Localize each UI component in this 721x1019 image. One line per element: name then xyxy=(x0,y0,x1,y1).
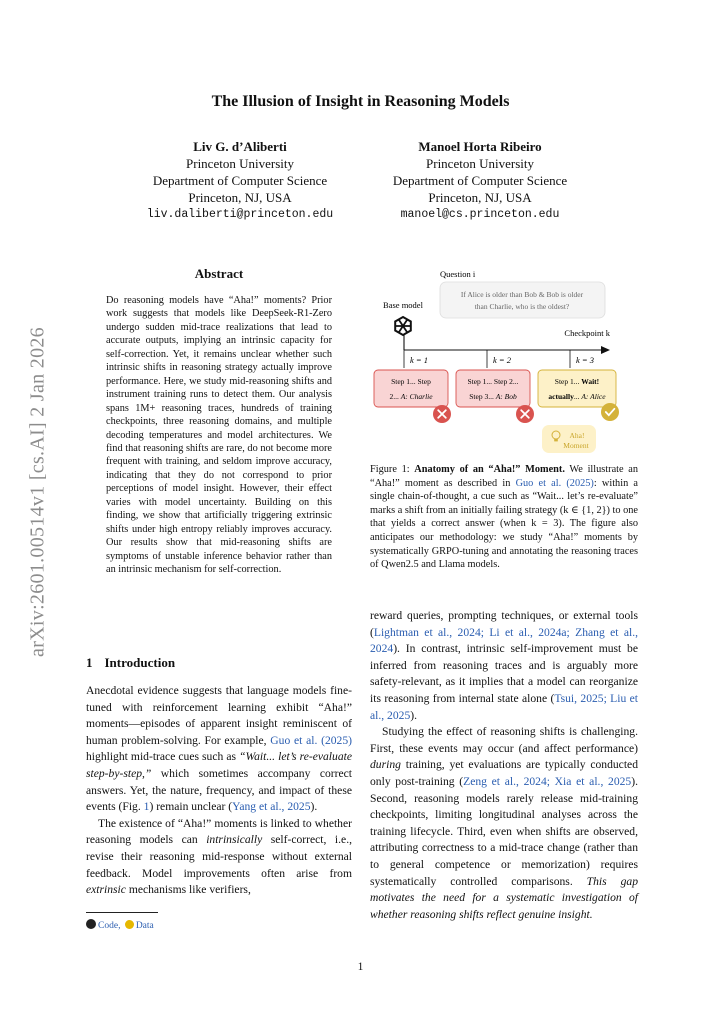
step-box-k2-line1: Step 1... Step 2... xyxy=(467,377,519,386)
paper-title: The Illusion of Insight in Reasoning Models xyxy=(211,93,510,110)
section-title: Introduction xyxy=(104,655,176,670)
tick-label: k = 3 xyxy=(576,355,595,365)
author-dept: Department of Computer Science xyxy=(392,173,568,188)
question-label: Question i xyxy=(440,269,476,279)
incorrect-x-icon xyxy=(516,405,534,423)
data-link[interactable]: Data xyxy=(135,921,154,931)
author-email[interactable]: manoel@cs.princeton.edu xyxy=(400,208,560,221)
correct-check-icon xyxy=(601,403,619,421)
intro-paragraph-2: The existence of “Aha!” moments is linked to whether reasoning models can intrinsically self-correct, i.e., revise their reasoning mid-response without external feedback. Model improvements often arise from extrinsic mechanisms like verifiers, xyxy=(86,816,352,897)
intro-paragraph-1: Anecdotal evidence suggests that language models fine-tuned with reinforcement learning exhibit “Aha!” moments—episodes of apparent insight reminiscent of human problem-solving. For example, Guo et al. (2025) highlight mid-trace cues such as “Wait... let’s re-evaluate step-by-step,” which sometimes accompany correct answers. Yet, the nature, frequency, and impact of these events (Fig. 1) remain unclear (Yang et al., 2025). xyxy=(86,684,352,814)
aha-text: Aha! xyxy=(569,431,585,440)
citation-link[interactable]: Yang et al., 2025 xyxy=(232,800,311,814)
citation-link[interactable]: Tsui, 2025; Liu et al., 2025 xyxy=(370,691,638,722)
author-location: Princeton, NJ, USA xyxy=(188,190,292,205)
step-box-k3-line1: Step 1... Wait! xyxy=(554,377,600,386)
right-paragraph-1: reward queries, prompting techniques, or external tools (Lightman et al., 2024; Li et al., 2024a; Zhang et al., 2024). In contrast, intrinsic self-improvement must be inferred from reasoning traces and is arguably more safety-relevant, as it implies that a model can reorganize its reasoning from internal state alone (Tsui, 2025; Liu et al., 2025). xyxy=(370,609,638,722)
incorrect-x-icon xyxy=(433,405,451,423)
arxiv-stamp-text: arXiv:2601.00514v1 [cs.AI] 2 Jan 2026 xyxy=(26,327,49,657)
figure-ref-link[interactable]: 1 xyxy=(143,800,150,814)
figure-caption: Figure 1: Anatomy of an “Aha!” Moment. We illustrate an “Aha!” moment as described in Guo et al. (2025): within a single chain-of-thought, a cue such as “Wait... let’s re-evaluate” marks a shift from an initially failing strategy (k ∈ {1, 2}) to one that yields a correct answer (when k = 3). The figure also anticipates our methodology: we study “Aha!” moments by systematically GRPO-tuning and annotating the reasoning traces of Qwen2.5 and Llama models. xyxy=(370,464,639,571)
question-box xyxy=(440,282,605,318)
checkpoint-label: Checkpoint k xyxy=(564,328,610,338)
citation-link[interactable]: Guo et al. (2025) xyxy=(270,733,352,747)
question-text-line1: If Alice is older than Bob & Bob is older xyxy=(460,290,584,299)
author-block-2 xyxy=(375,138,585,223)
author-location: Princeton, NJ, USA xyxy=(428,190,532,205)
section-number: 1 xyxy=(86,655,93,670)
arxiv-stamp xyxy=(18,295,58,690)
github-icon xyxy=(86,919,96,929)
code-link[interactable]: Code xyxy=(98,921,119,931)
tick-label: k = 2 xyxy=(493,355,512,365)
citation-link[interactable]: Lightman et al., 2024; Li et al., 2024a; Zhang et al., 2024 xyxy=(370,625,638,656)
step-box-k3-line2: actually... A: Alice xyxy=(548,392,606,401)
author-affiliation: Princeton University xyxy=(426,156,534,171)
footnote-links: Code, Data xyxy=(86,919,154,931)
question-text-line2: than Charlie, who is the oldest? xyxy=(474,302,570,311)
step-box-k3 xyxy=(538,370,616,407)
tick-label: k = 1 xyxy=(410,355,429,365)
citation-link[interactable]: Guo et al. (2025) xyxy=(515,477,594,489)
abstract-text: Do reasoning models have “Aha!” moments? Prior work suggests that models like DeepSeek-R1-Zero undergo sudden mid-trace realizations that lead to accurate outputs, implying an intrinsic capacity for self-correction. Yet, it remains unclear whether such intrinsic shifts in reasoning strategy actually improve performance. Here, we study mid-reasoning shifts and instrument training runs to detect them. Our analysis spans 1M+ reasoning traces, hundreds of training checkpoints, three reasoning domains, and multiple decoding temperatures and model architectures. We find that reasoning shifts are rare, do not become more frequent with training, and seldom improve accuracy, indicating that they do not correspond to prior perceptions of model insight. However, their effect varies with model uncertainty. Building on this finding, we show that artificially triggering extrinsic shifts under high entropy reliably improves accuracy. Our results show that mid-reasoning shifts are symptoms of unstable inference behavior rather than an intrinsic mechanism for self-correction. xyxy=(106,295,332,576)
author-name: Liv G. d’Aliberti xyxy=(193,139,287,154)
right-paragraph-2: Studying the effect of reasoning shifts is challenging. First, these events may occur (and affect performance) during training, yet evaluations are typically conducted only post-training (Zeng et al., 2024; Xia et al., 2025). Second, reasoning models rarely release mid-training checkpoints, limiting longitudinal analyses across the training lifecycle. Third, even when shifts are observed, attributing correctness to a mid-trace change (rather than to general competence or memorization) requires systematically controlled comparisons. This gap motivates the need for a systematic investigation of whether reasoning shifts reflect genuine insight. xyxy=(370,725,638,921)
author-dept: Department of Computer Science xyxy=(152,173,328,188)
footnote-rule xyxy=(86,912,158,913)
step-box-k1-line2: 2... A: Charlie xyxy=(389,392,433,401)
step-box-k2 xyxy=(456,370,530,407)
step-box-k2-line2: Step 3... A: Bob xyxy=(469,392,517,401)
moment-text: Moment xyxy=(563,441,589,450)
figure-1 xyxy=(370,268,638,458)
database-icon xyxy=(125,920,134,929)
page-number: 1 xyxy=(357,961,364,973)
intro-body xyxy=(86,683,352,899)
author-email[interactable]: liv.daliberti@princeton.edu xyxy=(146,208,334,221)
step-box-k1 xyxy=(374,370,448,407)
step-box-k1-line1: Step 1... Step xyxy=(391,377,431,386)
author-name: Manoel Horta Ribeiro xyxy=(418,139,542,154)
section-heading-introduction xyxy=(86,655,352,671)
author-block-1 xyxy=(135,138,345,223)
citation-link[interactable]: Zeng et al., 2024; Xia et al., 2025 xyxy=(463,774,632,788)
base-model-label: Base model xyxy=(383,300,423,310)
axis-arrow-icon xyxy=(601,346,610,354)
model-logo-icon xyxy=(395,317,411,335)
right-column-body xyxy=(370,608,638,923)
author-affiliation: Princeton University xyxy=(186,156,294,171)
abstract-heading: Abstract xyxy=(194,266,244,281)
